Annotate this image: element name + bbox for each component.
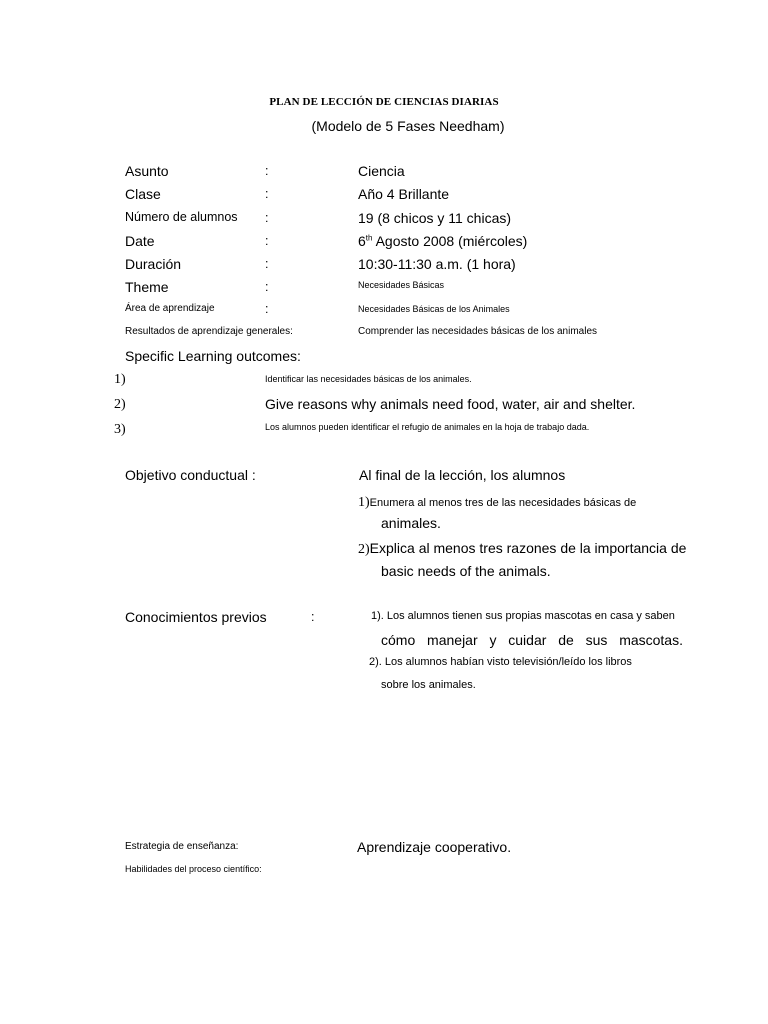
theme-colon: : [265,280,269,294]
behavioral-item-text: Explica al menos tres razones de la importancia de [369,540,687,556]
prior-knowledge-colon: : [311,610,315,624]
date-label: Date [125,233,155,249]
specific-item-text: Los alumnos pueden identificar el refugio de animales en la hoja de trabajo dada. [265,422,590,432]
specific-item-number: 3) [114,422,126,437]
date-colon: : [265,234,269,248]
prior-knowledge-line: 1). Los alumnos tienen sus propias mascotas en casa y saben [371,610,675,622]
general-outcomes-value: Comprender las necesidades básicas de los animales [358,326,598,337]
area-label: Área de aprendizaje [125,303,215,314]
class-label: Clase [125,186,161,202]
behavioral-item-number: 2) [358,542,370,557]
class-value: Año 4 Brillante [358,186,450,202]
behavioral-label: Objetivo conductual : [125,467,256,483]
theme-value: Necesidades Básicas [358,280,445,290]
students-label: Número de alumnos [125,210,238,224]
class-colon: : [265,187,269,201]
date-value: 6th Agosto 2008 (miércoles) [358,233,528,249]
page-title: PLAN DE LECCIÓN DE CIENCIAS DIARIAS [269,96,499,108]
students-colon: : [265,211,269,225]
strategy-value: Aprendizaje cooperativo. [357,839,512,855]
specific-item-text: Identificar las necesidades básicas de los animales. [265,374,472,384]
specific-item-number: 2) [114,397,126,412]
behavioral-item [358,493,636,511]
area-value: Necesidades Básicas de los Animales [358,304,510,314]
students-value: 19 (8 chicos y 11 chicas) [358,210,512,226]
prior-knowledge-line: sobre los animales. [381,679,476,691]
prior-knowledge-line: 2). Los alumnos habían visto televisión/leído los libros [369,656,632,668]
behavioral-item-text: Enumera al menos tres de las necesidades básicas de [369,497,637,509]
duration-label: Duración [125,256,182,272]
subject-label: Asunto [125,163,169,179]
specific-item-text: Give reasons why animals need food, water, air and shelter. [265,396,636,412]
page-subtitle: (Modelo de 5 Fases Needham) [311,118,505,134]
prior-knowledge-line: cómo manejar y cuidar de sus mascotas. [381,632,683,648]
specific-item-number: 1) [114,372,126,387]
behavioral-item-continuation: basic needs of the animals. [381,563,551,579]
skills-label: Habilidades del proceso científico: [125,864,262,874]
duration-value: 10:30-11:30 a.m. (1 hora) [358,256,516,272]
prior-knowledge-label: Conocimientos previos [125,609,267,625]
behavioral-item-continuation: animales. [381,515,441,531]
subject-value: Ciencia [358,163,405,179]
specific-outcomes-heading: Specific Learning outcomes: [125,348,301,364]
strategy-label: Estrategia de enseñanza: [125,841,239,852]
behavioral-item-number: 1) [358,495,370,510]
general-outcomes-label: Resultados de aprendizaje generales: [125,326,293,337]
duration-colon: : [265,257,269,271]
behavioral-item [358,540,686,558]
subject-colon: : [265,164,269,178]
theme-label: Theme [125,279,169,295]
behavioral-intro: Al final de la lección, los alumnos [359,467,566,483]
area-colon: : [265,302,269,316]
